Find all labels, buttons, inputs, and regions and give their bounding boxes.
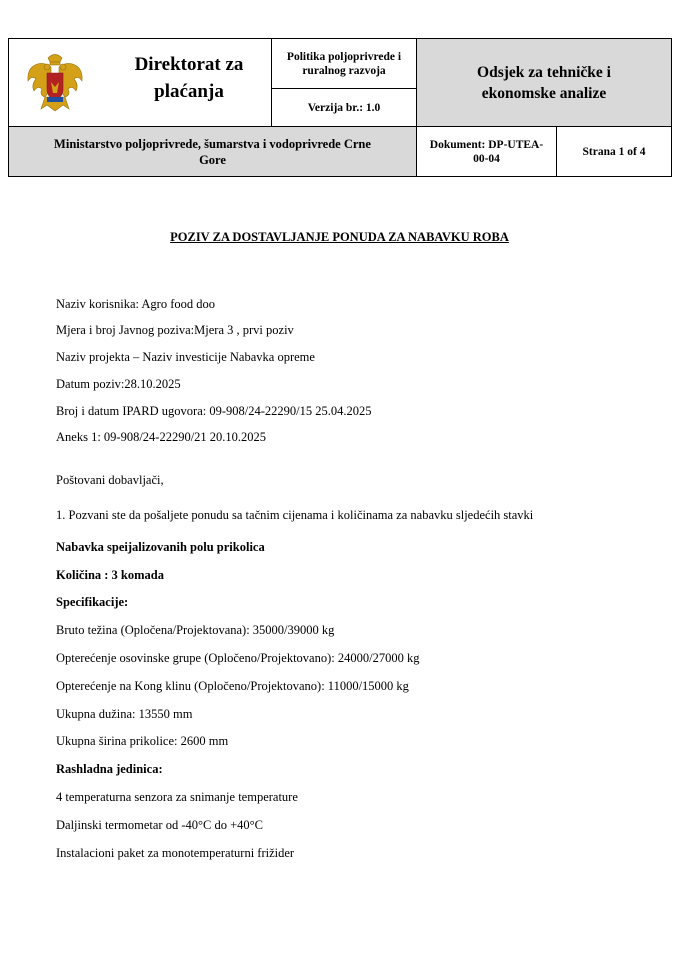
policy-cell [272, 39, 417, 89]
info-line: Naziv korisnika: Agro food doo [56, 297, 216, 311]
document-title: POZIV ZA DOSTAVLJANJE PONUDA ZA NABAVKU ROBA [170, 230, 509, 244]
spec-line: Bruto težina (Opločena/Projektovana): 35000/39000 kg [56, 623, 335, 637]
spec-line: Opterećenje osovinske grupe (Opločeno/Projektovano): 24000/27000 kg [56, 651, 420, 665]
quantity: Količina : 3 komada [56, 568, 164, 582]
info-line: Mjera i broj Javnog poziva:Mjera 3 , prvi poziv [56, 323, 294, 337]
page-number: Strana 1 of 4 [582, 145, 646, 158]
info-line: Aneks 1: 09-908/24-22290/21 20.10.2025 [56, 430, 267, 444]
policy-line: ruralnog razvoja [302, 64, 386, 77]
refrigeration-heading: Rashladna jedinica: [56, 762, 163, 776]
org-title [109, 51, 269, 105]
item-heading: Nabavka speijalizovanih polu prikolica [56, 540, 265, 554]
department-line: ekonomske analize [481, 84, 607, 102]
ministry-line: Gore [199, 152, 226, 167]
info-line: Datum poziv:28.10.2025 [56, 377, 181, 391]
version-text: Verzija br.: 1.0 [307, 101, 381, 114]
spec-line: Opterećenje na Kong klinu (Opločeno/Projektovano): 11000/15000 kg [56, 679, 409, 693]
document-id-line: Dokument: DP-UTEA- [429, 138, 544, 151]
page-number-cell [557, 127, 672, 177]
spec-heading: Specifikacije: [56, 595, 129, 609]
ministry-line: Ministarstvo poljoprivrede, šumarstva i vodoprivrede Crne [54, 136, 371, 151]
info-line: Broj i datum IPARD ugovora: 09-908/24-22290/15 25.04.2025 [56, 404, 372, 418]
refrigeration-line: Daljinski termometar od -40°C do +40°C [56, 818, 263, 832]
spec-line: Ukupna dužina: 13550 mm [56, 707, 193, 721]
spec-line: Ukupna širina prikolice: 2600 mm [56, 734, 229, 748]
department-line: Odsjek za tehničke i [477, 63, 611, 81]
policy-line: Politika poljoprivrede i [286, 50, 402, 63]
version-cell [272, 89, 417, 127]
info-line: Naziv projekta – Naziv investicije Nabavka opreme [56, 350, 315, 364]
document-id-line: 00-04 [473, 152, 500, 165]
org-title-line: plaćanja [154, 81, 224, 102]
greeting: Poštovani dobavljači, [56, 473, 164, 487]
department-cell [417, 39, 672, 127]
ministry-cell [9, 127, 417, 177]
org-title-line: Direktorat za [134, 54, 244, 75]
coat-of-arms-icon [25, 49, 85, 115]
org-cell [9, 39, 272, 127]
refrigeration-line: 4 temperaturna senzora za snimanje temperature [56, 790, 298, 804]
document-id-cell [417, 127, 557, 177]
refrigeration-line: Instalacioni paket za monotemperaturni frižider [56, 846, 295, 860]
document-header [8, 38, 672, 177]
intro-paragraph: 1. Pozvani ste da pošaljete ponudu sa tačnim cijenama i količinama za nabavku sljedećih stavki [56, 508, 534, 522]
